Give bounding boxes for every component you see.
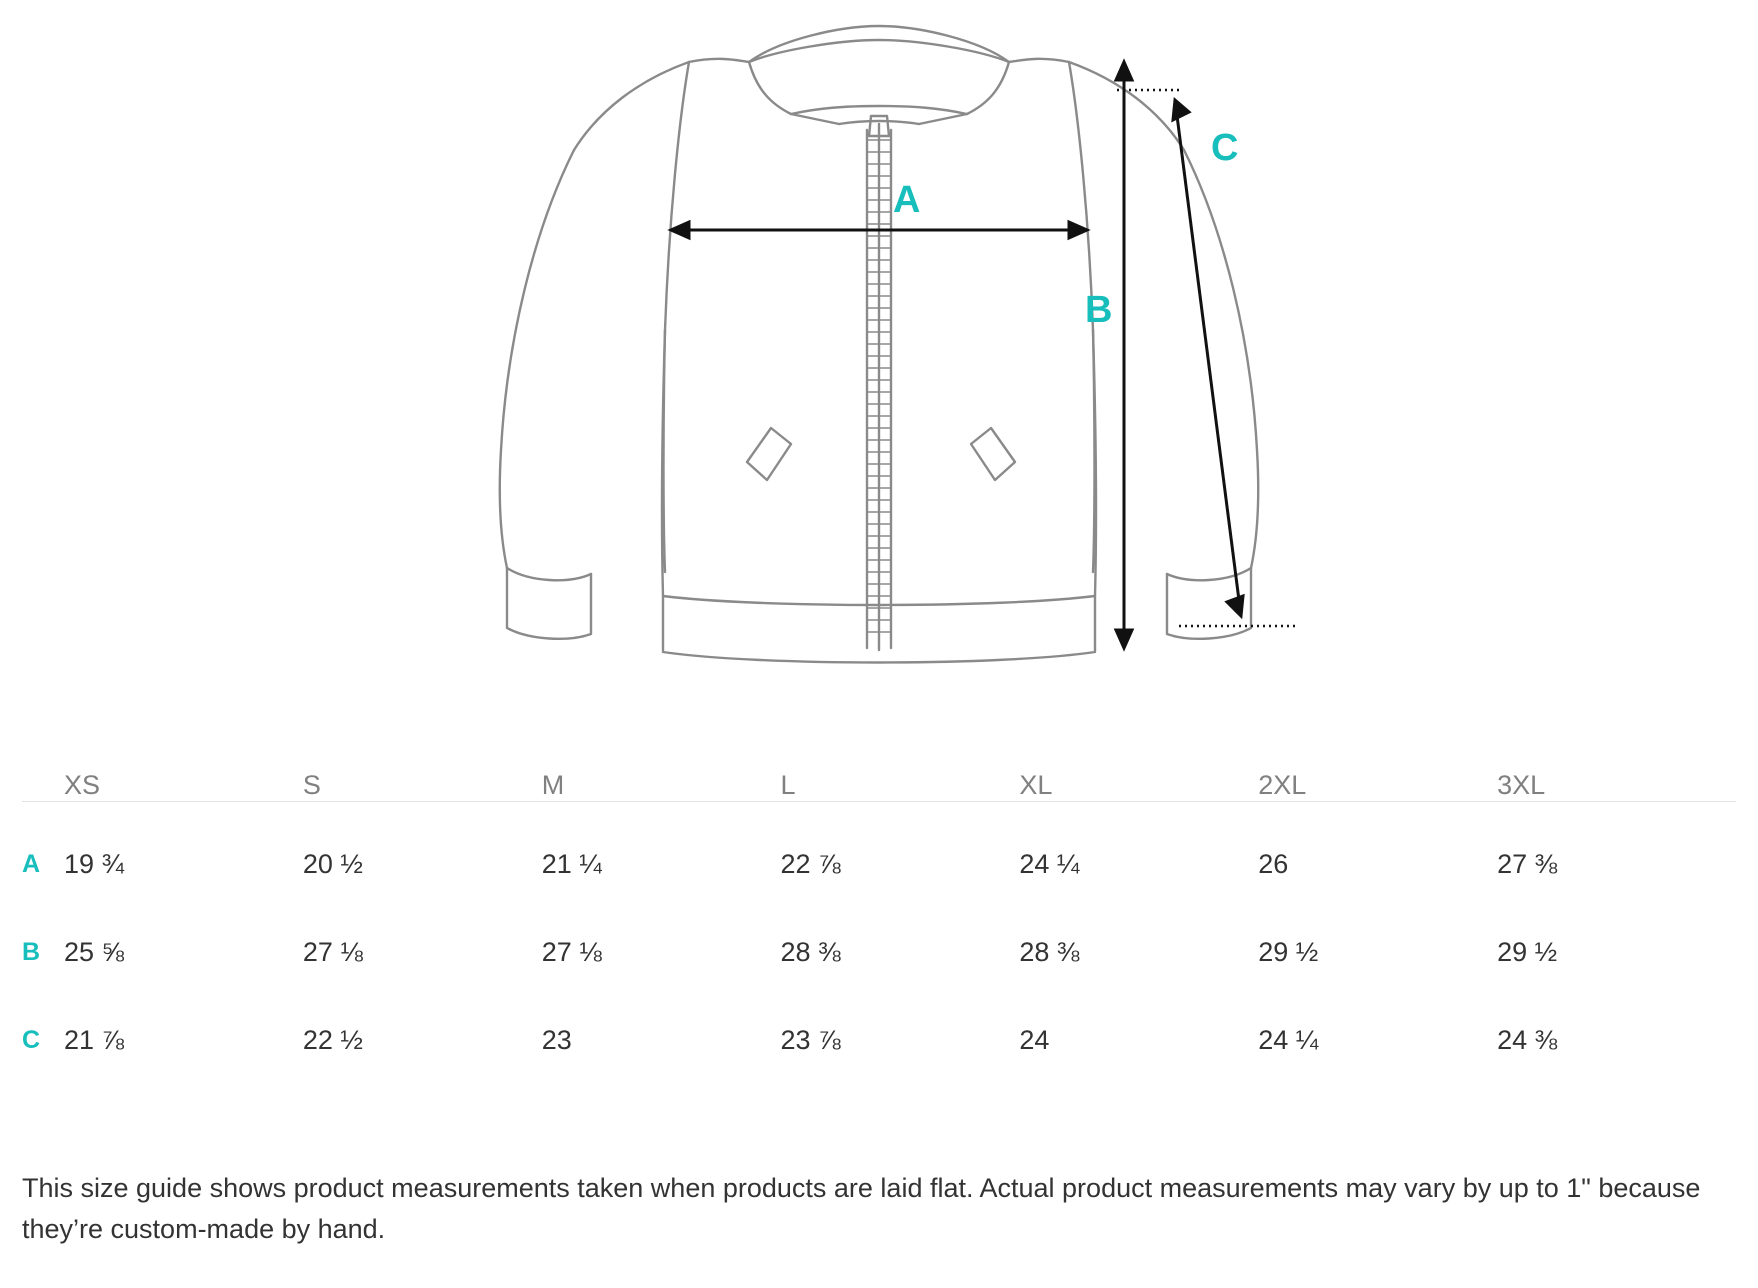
cell-b-xl: 28 ⅜ xyxy=(1019,936,1080,967)
row-key-b: B xyxy=(22,937,41,966)
cell-a-m: 21 ¼ xyxy=(541,848,602,879)
jacket-illustration xyxy=(279,0,1479,690)
table-row xyxy=(22,996,1736,1084)
row-key-a: A xyxy=(22,849,41,878)
header-size-l: L xyxy=(780,770,796,800)
cell-b-3xl: 29 ½ xyxy=(1497,936,1558,967)
cell-c-3xl: 24 ⅜ xyxy=(1497,1024,1558,1055)
header-corner xyxy=(22,770,64,801)
size-guide-footnote: This size guide shows product measurements taken when products are laid flat. Actual product measurements may vary by up to 1" because they’re custom-made by hand. xyxy=(22,1173,1701,1244)
cell-c-2xl: 24 ¼ xyxy=(1258,1024,1319,1055)
cell-a-3xl: 27 ⅜ xyxy=(1497,848,1558,879)
cell-c-xs: 21 ⅞ xyxy=(64,1024,125,1055)
header-size-s: S xyxy=(302,770,321,800)
cell-c-s: 22 ½ xyxy=(302,1024,363,1055)
size-table-container xyxy=(0,770,1758,1084)
cell-b-xs: 25 ⅝ xyxy=(64,936,125,967)
cell-a-l: 22 ⅞ xyxy=(780,848,841,879)
cell-b-s: 27 ⅛ xyxy=(302,936,363,967)
cell-a-xl: 24 ¼ xyxy=(1019,848,1080,879)
cell-b-2xl: 29 ½ xyxy=(1258,936,1319,967)
cell-b-m: 27 ⅛ xyxy=(541,936,602,967)
label-c: C xyxy=(1211,127,1239,169)
cell-c-l: 23 ⅞ xyxy=(780,1024,841,1055)
size-table xyxy=(22,770,1736,1084)
header-size-xl: XL xyxy=(1019,770,1053,800)
header-size-2xl: 2XL xyxy=(1258,770,1307,800)
cell-b-l: 28 ⅜ xyxy=(780,936,841,967)
header-size-3xl: 3XL xyxy=(1497,770,1546,800)
label-b: B xyxy=(1085,289,1113,331)
cell-a-2xl: 26 xyxy=(1258,848,1289,879)
cell-c-xl: 24 xyxy=(1019,1024,1050,1055)
header-size-xs: XS xyxy=(64,770,101,800)
table-header-row xyxy=(22,770,1736,801)
cell-a-s: 20 ½ xyxy=(302,848,363,879)
header-size-m: M xyxy=(541,770,565,800)
table-row xyxy=(22,908,1736,996)
row-key-c: C xyxy=(22,1025,41,1054)
label-a: A xyxy=(893,179,921,221)
cell-a-xs: 19 ¾ xyxy=(64,848,125,879)
table-row xyxy=(22,802,1736,909)
cell-c-m: 23 xyxy=(541,1024,572,1055)
